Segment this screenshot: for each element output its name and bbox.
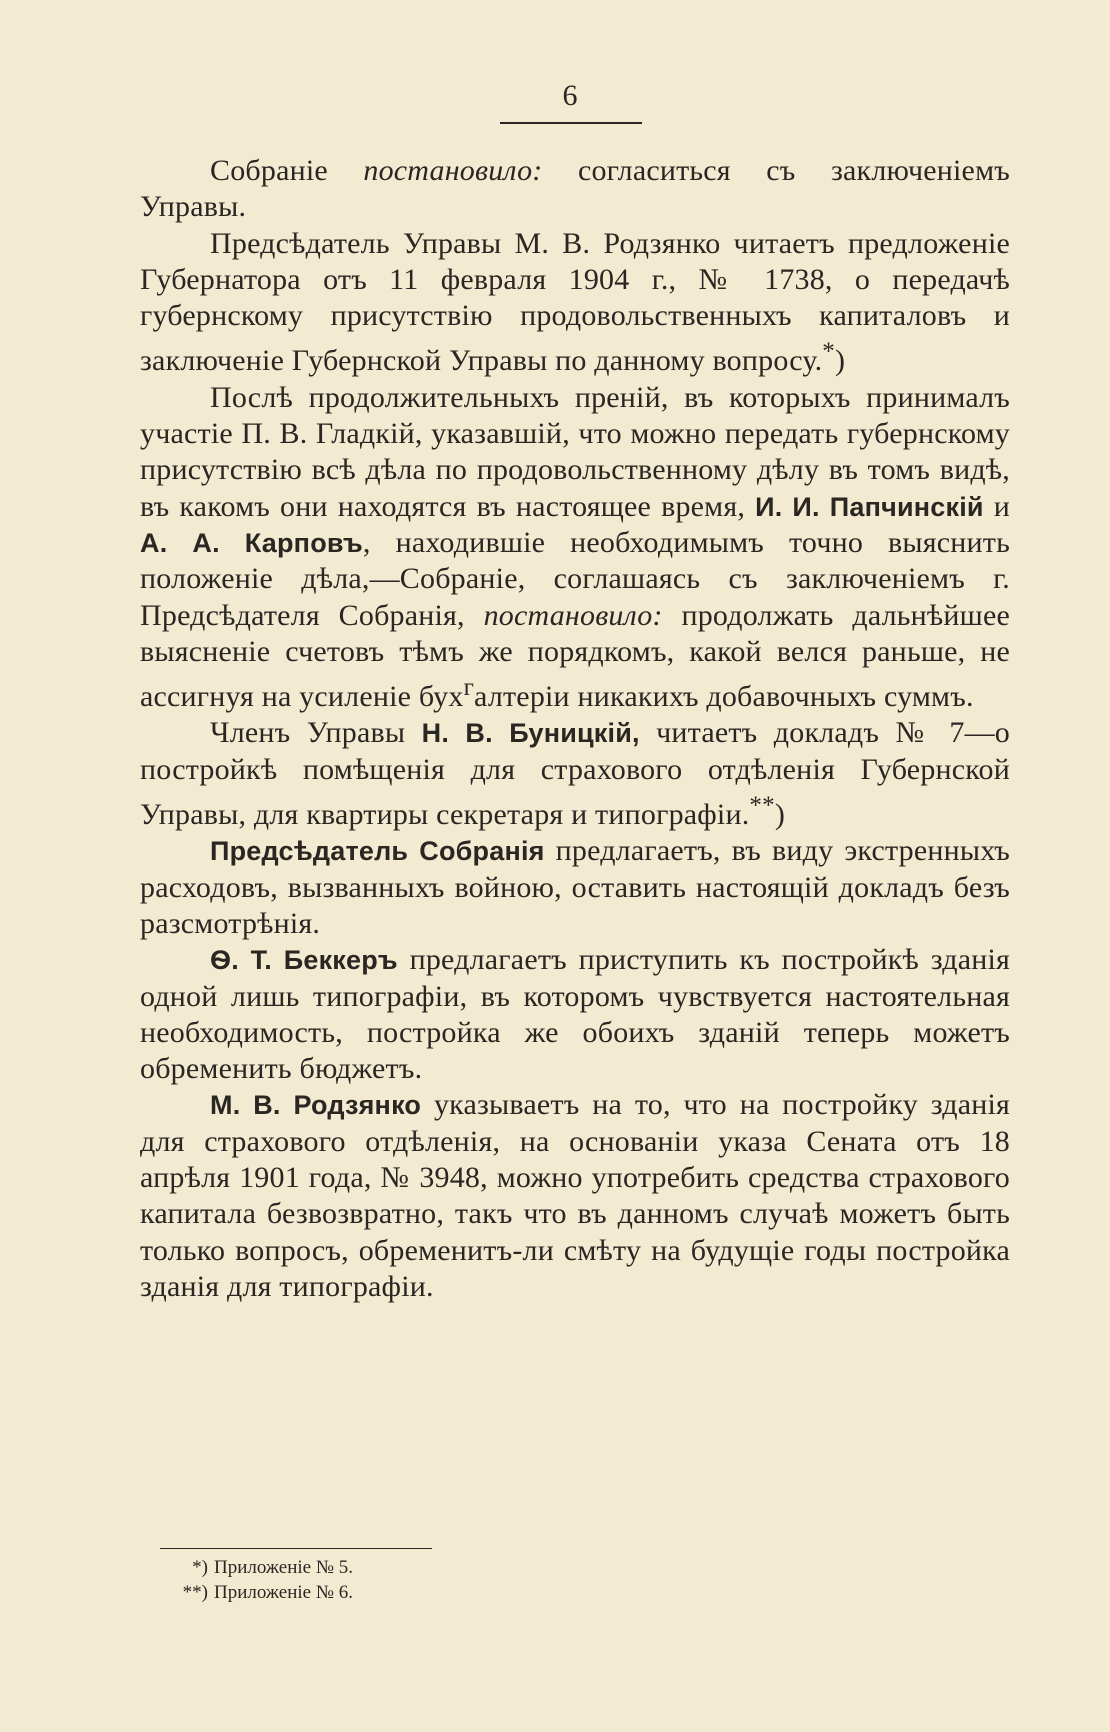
text-run: и	[983, 489, 1010, 523]
text-run: Собраніе	[210, 154, 364, 187]
text-run: читаетъ докладъ № 7—о постройкѣ помѣщенія для страхового отдѣленія Губернской Управы, для квартиры секретаря и типографіи.	[140, 716, 1010, 832]
paragraph-6	[140, 942, 1010, 1087]
paragraph-1	[140, 153, 1010, 226]
footnote-1	[160, 1555, 560, 1580]
footnote-text: Приложеніе № 6.	[214, 1582, 353, 1603]
text-run: , находившіе необходимымъ точно выяснить положеніе дѣла,—Собраніе, соглашаясь съ заключеніемъ г. Предсѣдателя Собранія,	[140, 525, 1010, 632]
page-number: 6	[562, 79, 578, 112]
text-run: Предсѣдатель Управы М. В. Родзянко читаетъ предложеніе Губернатора отъ 11 февраля 1904 г., № 1738, о передачѣ губернскому присутствію продовольственныхъ капиталовъ и заключеніе Губернской Управы по данному вопросу.	[140, 226, 1010, 378]
paragraph-7	[140, 1087, 1010, 1305]
speaker-name: И. И. Папчинскій	[755, 491, 984, 522]
speaker-name: Предсѣдатель Собранія	[210, 836, 545, 867]
page-number-rule	[500, 122, 642, 124]
text-run: )	[835, 344, 846, 378]
paragraph-5	[140, 833, 1010, 942]
text-run: указываетъ на то, что на постройку зданія для страхового отдѣленія, на основаніи указа Сената отъ 18 апрѣля 1901 года, № 3948, можно употребить средства страхового капитала безвозвратно, такъ что въ данномъ случаѣ можетъ быть только вопросъ, обременитъ-ли смѣту на будущіе годы постройка зданія для типографіи.	[140, 1088, 1010, 1303]
text-run: алтеріи никакихъ добавочныхъ суммъ.	[474, 680, 974, 714]
paragraph-3	[140, 380, 1010, 716]
italic-resolution: постановило:	[363, 154, 543, 187]
footnotes	[160, 1555, 560, 1605]
speaker-name: Ѳ. Т. Беккеръ	[210, 945, 398, 976]
text-run: Членъ Управы	[210, 716, 422, 750]
body-text	[140, 153, 1010, 1305]
footnote-rule	[160, 1548, 432, 1549]
italic-resolution: постановило:	[483, 598, 663, 632]
paragraph-2	[140, 226, 1010, 380]
text-run: Послѣ продолжительныхъ преній, въ которыхъ принималъ участіе П. В. Гладкій, указавшій, что можно передать губернскому присутствію всѣ дѣла по продовольственному дѣлу въ томъ видѣ, въ какомъ они находятся въ настоящее время,	[140, 380, 1010, 523]
speaker-name: М. В. Родзянко	[210, 1090, 422, 1121]
text-run: продолжать дальнѣйшее выясненіе счетовъ тѣмъ же порядкомъ, какой велся раньше, не ассигнуя на усиленіе бух	[140, 598, 1010, 714]
superscript-letter: г	[463, 674, 475, 702]
text-run: предлагаетъ, въ виду экстренныхъ расходовъ, вызванныхъ войною, оставить настоящій докладъ безъ разсмотрѣнія.	[140, 834, 1010, 940]
footnote-mark: **)	[182, 1582, 208, 1603]
text-run: предлагаетъ приступить къ постройкѣ зданія одной лишь типографіи, въ которомъ чувствуется настоятельная необходимость, постройка же обоихъ зданій теперь можетъ обременить бюджетъ.	[140, 943, 1010, 1086]
speaker-name: Н. В. Буницкій,	[421, 718, 640, 749]
speaker-name: А. А. Карповъ	[140, 527, 363, 558]
text-run: согласиться съ заключеніемъ Управы.	[140, 154, 1010, 224]
paragraph-4	[140, 715, 1010, 833]
footnote-ref: **	[749, 792, 775, 820]
footnote-ref: *	[822, 338, 835, 366]
footnote-mark: *)	[192, 1557, 208, 1578]
text-run: )	[774, 798, 786, 832]
footnote-2	[160, 1580, 560, 1605]
footnote-text: Приложеніе № 5.	[214, 1557, 353, 1578]
